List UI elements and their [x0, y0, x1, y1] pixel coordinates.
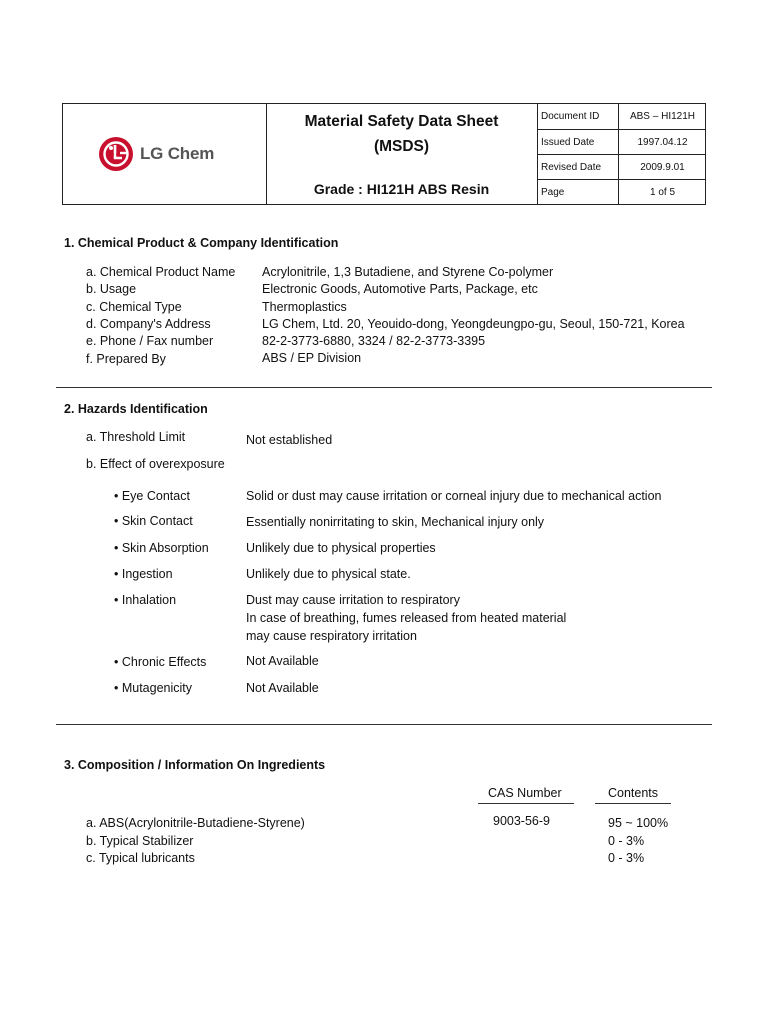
document-id-value: ABS – HI121H: [629, 111, 696, 122]
inhalation-label: • Inhalation: [114, 593, 177, 607]
chronic-effects-label: • Chronic Effects: [114, 655, 207, 669]
ingredient-stabilizer-content: 0 - 3%: [608, 834, 645, 848]
divider: [537, 154, 705, 155]
eye-contact-label: • Eye Contact: [114, 489, 190, 503]
usage-value: Electronic Goods, Automotive Parts, Package, etc: [262, 282, 538, 296]
document-title: Material Safety Data Sheet: [304, 113, 499, 130]
cas-header-underline: [478, 803, 574, 804]
document-header: [62, 103, 706, 205]
phone-fax-label: e. Phone / Fax number: [86, 334, 214, 348]
issued-date-label: Issued Date: [541, 137, 595, 148]
skin-absorption-label: • Skin Absorption: [114, 541, 209, 555]
ingredient-stabilizer-label: b. Typical Stabilizer: [86, 834, 194, 848]
skin-contact-label: • Skin Contact: [114, 514, 193, 528]
lg-chem-logo: [98, 136, 214, 172]
section-divider: [56, 724, 712, 725]
page-label: Page: [541, 187, 565, 198]
eye-contact-value: Solid or dust may cause irritation or corneal injury due to mechanical action: [246, 489, 662, 503]
chemical-type-label: c. Chemical Type: [86, 300, 182, 314]
section-2-title: 2. Hazards Identification: [64, 402, 208, 416]
chronic-effects-value: Not Available: [246, 654, 319, 668]
phone-fax-value: 82-2-3773-6880, 3324 / 82-2-3773-3395: [262, 334, 486, 348]
inhalation-value-line1: Dust may cause irritation to respiratory: [246, 593, 460, 607]
product-name-value: Acrylonitrile, 1,3 Butadiene, and Styrene Co-polymer: [262, 265, 554, 279]
contents-header: Contents: [608, 786, 659, 800]
ingredient-abs-content: 95 ~ 100%: [608, 816, 669, 830]
mutagenicity-label: • Mutagenicity: [114, 681, 193, 695]
ingredient-lubricants-label: c. Typical lubricants: [86, 851, 195, 865]
ingredient-abs-cas: 9003-56-9: [493, 814, 550, 828]
prepared-by-label: f. Prepared By: [86, 352, 166, 366]
divider: [537, 179, 705, 180]
company-address-value: LG Chem, Ltd. 20, Yeouido-dong, Yeongdeungpo-gu, Seoul, 150-721, Korea: [262, 317, 685, 331]
revised-date-value: 2009.9.01: [640, 162, 685, 173]
lg-face-icon: [98, 136, 134, 172]
company-address-label: d. Company's Address: [86, 317, 211, 331]
divider: [537, 129, 705, 130]
issued-date-value: 1997.04.12: [637, 137, 688, 148]
revised-date-label: Revised Date: [541, 162, 602, 173]
section-1-title: 1. Chemical Product & Company Identification: [64, 236, 339, 250]
grade-title: Grade : HI121H ABS Resin: [313, 181, 490, 197]
ingestion-value: Unlikely due to physical state.: [246, 567, 411, 581]
chemical-type-value: Thermoplastics: [262, 300, 347, 314]
product-name-label: a. Chemical Product Name: [86, 265, 236, 279]
contents-header-underline: [595, 803, 671, 804]
ingestion-label: • Ingestion: [114, 567, 173, 581]
section-3-title: 3. Composition / Information On Ingredients: [64, 758, 326, 772]
usage-label: b. Usage: [86, 282, 137, 296]
section-divider: [56, 387, 712, 388]
effect-overexposure-label: b. Effect of overexposure: [86, 457, 225, 471]
skin-contact-value: Essentially nonirritating to skin, Mechanical injury only: [246, 515, 545, 529]
logo-text: LG Chem: [140, 144, 215, 163]
threshold-limit-label: a. Threshold Limit: [86, 430, 186, 444]
threshold-limit-value: Not established: [246, 433, 333, 447]
mutagenicity-value: Not Available: [246, 681, 319, 695]
prepared-by-value: ABS / EP Division: [262, 351, 362, 365]
ingredient-abs-label: a. ABS(Acrylonitrile-Butadiene-Styrene): [86, 816, 305, 830]
document-title-abbrev: (MSDS): [373, 138, 430, 155]
page-value: 1 of 5: [649, 187, 676, 198]
inhalation-value-line3: may cause respiratory irritation: [246, 629, 417, 643]
skin-absorption-value: Unlikely due to physical properties: [246, 541, 436, 555]
document-id-label: Document ID: [541, 111, 600, 122]
inhalation-value-line2: In case of breathing, fumes released from heated material: [246, 611, 567, 625]
cas-number-header: CAS Number: [488, 786, 562, 800]
ingredient-lubricants-content: 0 - 3%: [608, 851, 645, 865]
